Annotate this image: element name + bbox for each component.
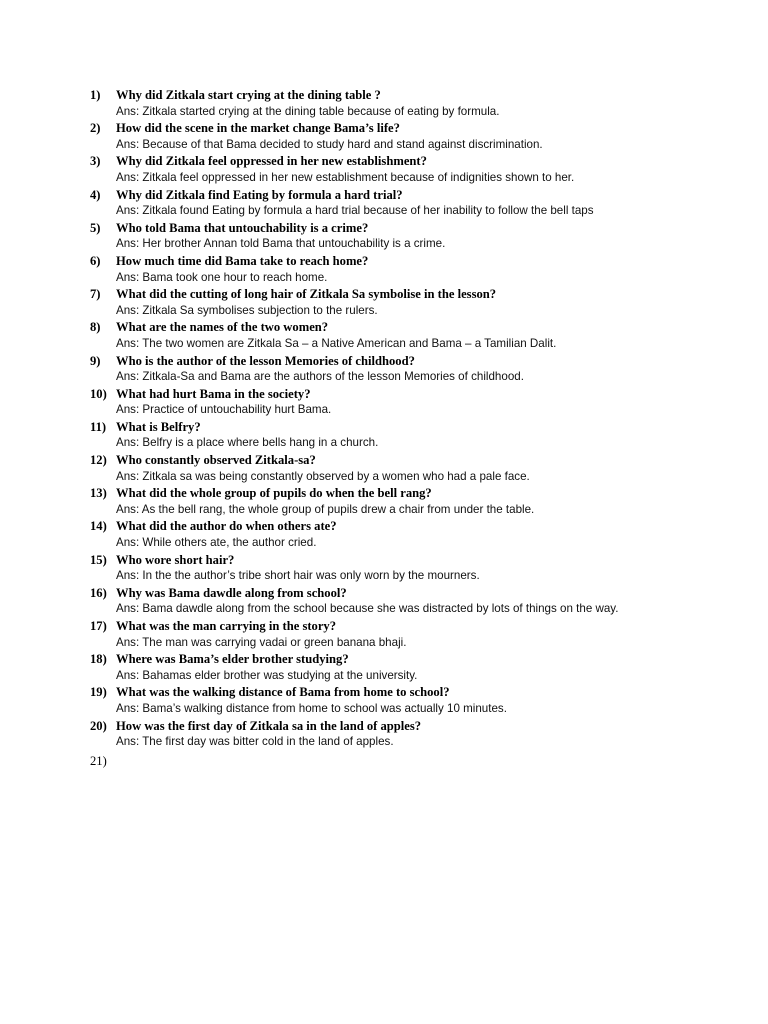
question (90, 253, 760, 270)
qa-item (90, 552, 760, 585)
question (90, 187, 760, 204)
question-number: 17) (90, 619, 107, 633)
question-text: Who is the author of the lesson Memories of childhood? (116, 353, 415, 368)
question-text: Who wore short hair? (116, 552, 235, 567)
answer-text: Ans: The two women are Zitkala Sa – a Native American and Bama – a Tamilian Dalit. (116, 336, 557, 350)
answer-text: Ans: Zitkala sa was being constantly observed by a women who had a pale face. (116, 469, 530, 483)
answer-text: Ans: Practice of untouchability hurt Bama. (116, 403, 332, 417)
question-text: What was the walking distance of Bama from home to school? (116, 685, 450, 700)
answer-text: Ans: Bama’s walking distance from home to school was actually 10 minutes. (116, 701, 507, 715)
question (90, 419, 760, 436)
qa-item (90, 386, 760, 419)
question-number: 7) (90, 287, 101, 302)
answer-text: Ans: Zitkala started crying at the dining table because of eating by formula. (116, 104, 500, 118)
answer-text: Ans: Zitkala Sa symbolises subjection to the rulers. (116, 303, 378, 317)
question (90, 87, 760, 104)
qa-item (90, 253, 760, 286)
qa-item (90, 319, 760, 352)
question-text: What did the cutting of long hair of Zitkala Sa symbolise in the lesson? (116, 287, 497, 302)
question-text: Why did Zitkala start crying at the dining table ? (116, 88, 381, 102)
answer-text: Ans: Bama took one hour to reach home. (116, 270, 328, 284)
question (90, 518, 760, 535)
answer-text: Ans: Zitkala-Sa and Bama are the authors of the lesson Memories of childhood. (116, 370, 524, 384)
question-number: 4) (90, 187, 101, 202)
answer-text: Ans: The man was carrying vadai or green banana bhaji. (116, 635, 407, 649)
answer-text: Ans: In the the author’s tribe short hair was only worn by the mourners. (116, 569, 480, 583)
question-number: 11) (90, 419, 107, 434)
question-number: 13) (90, 486, 107, 501)
answer-text: Ans: While others ate, the author cried. (116, 536, 317, 550)
answer-text: Ans: Zitkala found Eating by formula a hard trial because of her inability to follow the bell taps (116, 204, 594, 218)
answer-text: Ans: Because of that Bama decided to study hard and stand against discrimination. (116, 137, 543, 151)
qa-item (90, 585, 760, 618)
qa-item (90, 153, 760, 186)
question-text: What was the man carrying in the story? (116, 619, 337, 633)
question (90, 485, 760, 502)
question (90, 618, 760, 635)
answer-text: Ans: As the bell rang, the whole group of pupils drew a chair from under the table. (116, 502, 535, 516)
question (90, 220, 760, 237)
question-number: 1) (90, 88, 101, 102)
trailing-question-number: 21) (90, 753, 107, 768)
qa-item (90, 419, 760, 452)
question-number: 20) (90, 718, 107, 733)
question-text: What did the whole group of pupils do when the bell rang? (116, 486, 432, 501)
question-text: Why did Zitkala feel oppressed in her new establishment? (116, 154, 427, 169)
question (90, 286, 760, 303)
question (90, 120, 760, 137)
qa-item (90, 220, 760, 253)
qa-item (90, 452, 760, 485)
question-text: Who told Bama that untouchability is a crime? (116, 220, 369, 235)
question-number: 14) (90, 519, 107, 534)
question (90, 153, 760, 170)
qa-item (90, 120, 760, 153)
question (90, 651, 760, 668)
question-text: How did the scene in the market change Bama’s life? (116, 121, 400, 136)
question-text: What is Belfry? (116, 419, 201, 434)
qa-item (90, 518, 760, 551)
question-text: Who constantly observed Zitkala-sa? (116, 453, 316, 468)
question (90, 585, 760, 602)
qa-item (90, 187, 760, 220)
question-number: 3) (90, 154, 101, 169)
answer-text: Ans: Bama dawdle along from the school because she was distracted by lots of things on the way. (116, 602, 619, 616)
qa-item (90, 618, 760, 651)
question (90, 386, 760, 403)
question-number: 10) (90, 386, 107, 401)
qa-item (90, 286, 760, 319)
question-text: How was the first day of Zitkala sa in the land of apples? (116, 718, 422, 733)
answer-text: Ans: Zitkala feel oppressed in her new establishment because of indignities shown to her. (116, 170, 575, 184)
question-number: 15) (90, 552, 107, 567)
answer-text: Ans: Bahamas elder brother was studying at the university. (116, 668, 418, 682)
qa-item (90, 353, 760, 386)
answer-text: Ans: The first day was bitter cold in the land of apples. (116, 735, 394, 749)
qa-item (90, 651, 760, 684)
question-text: What had hurt Bama in the society? (116, 386, 311, 401)
question-number: 6) (90, 253, 101, 268)
question (90, 452, 760, 469)
qa-item (90, 87, 760, 120)
answer-text: Ans: Belfry is a place where bells hang in a church. (116, 436, 379, 450)
question-text: Where was Bama’s elder brother studying? (116, 652, 349, 667)
question (90, 684, 760, 701)
question-number: 9) (90, 353, 101, 368)
question-text: What are the names of the two women? (116, 320, 329, 335)
question-number: 18) (90, 652, 107, 667)
answer-text: Ans: Her brother Annan told Bama that untouchability is a crime. (116, 237, 446, 251)
qa-item (90, 684, 760, 717)
question-text: Why did Zitkala find Eating by formula a hard trial? (116, 187, 403, 202)
question (90, 552, 760, 569)
qa-item (90, 485, 760, 518)
question (90, 319, 760, 336)
question-text: What did the author do when others ate? (116, 519, 337, 534)
question-text: Why was Bama dawdle along from school? (116, 585, 347, 600)
qa-list (90, 87, 760, 769)
question-text: How much time did Bama take to reach home? (116, 253, 369, 268)
question-number: 12) (90, 453, 107, 468)
question-number: 19) (90, 685, 107, 700)
question-number: 5) (90, 220, 101, 235)
question-number: 16) (90, 585, 107, 600)
qa-item (90, 718, 760, 751)
question-number: 2) (90, 121, 101, 136)
question-number: 8) (90, 320, 101, 335)
question (90, 353, 760, 370)
question (90, 718, 760, 735)
